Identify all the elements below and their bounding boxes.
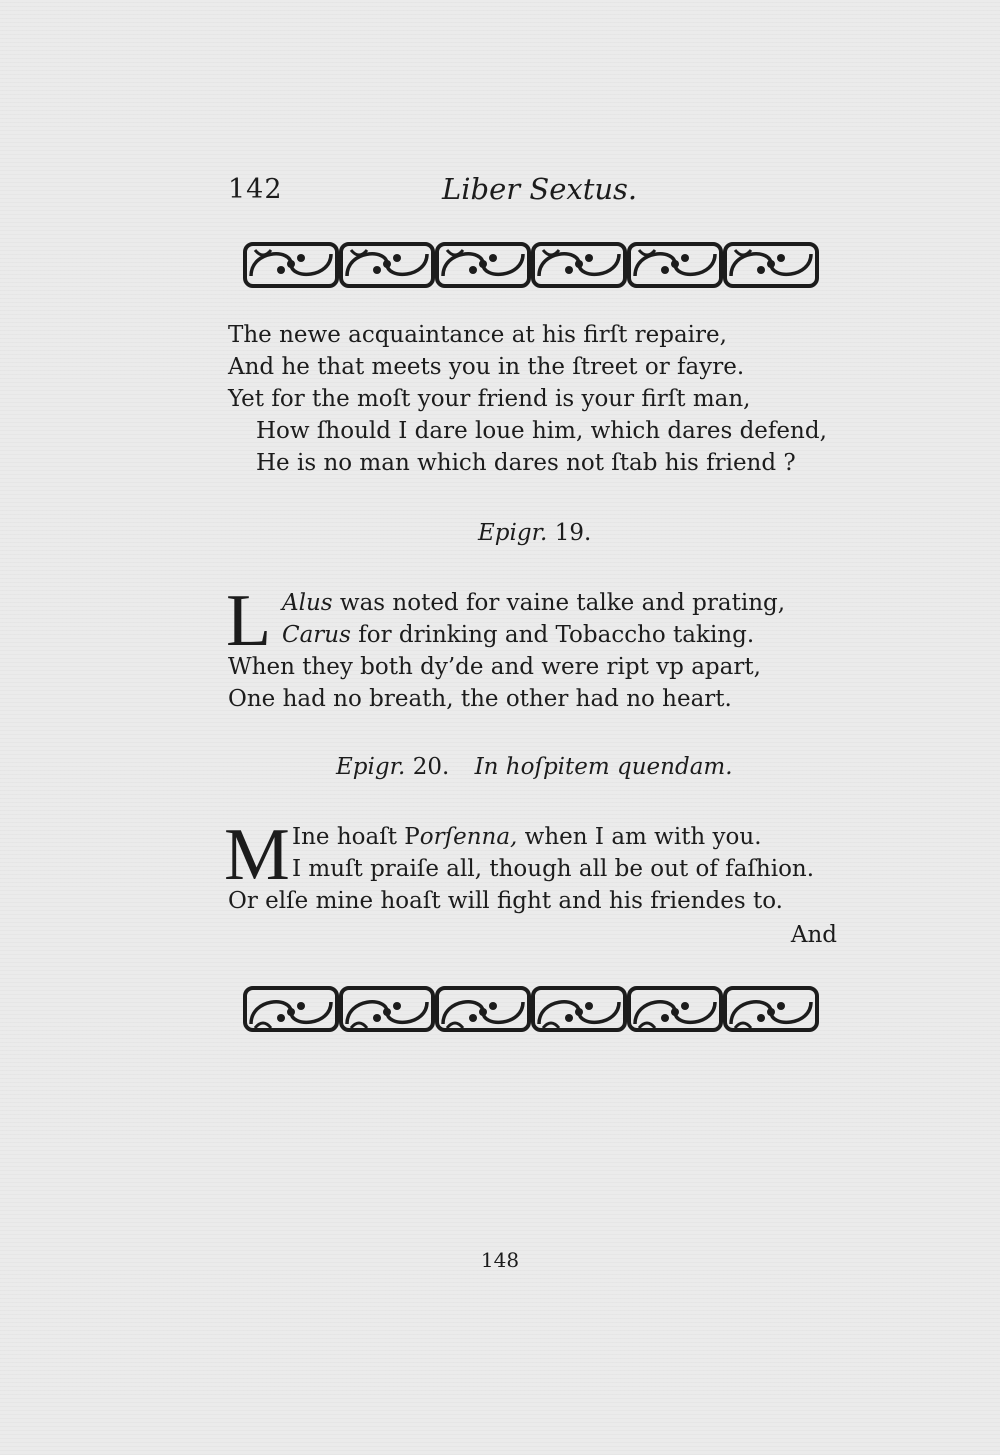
verse-line: Or elſe mine hoaſt will fight and his friendes to. [228, 888, 783, 914]
ornament-tile [245, 988, 337, 1030]
catchword: And [790, 922, 837, 948]
verse-line [282, 620, 754, 650]
verse-text: Ine hoaſt P [292, 824, 420, 850]
epigram-19-heading [478, 520, 591, 546]
ornament-band-top [243, 236, 819, 290]
verse-line: He is no man which dares not ſtab his friend ? [256, 450, 796, 476]
ornament-tiles [245, 244, 817, 286]
epigram-label: Epigr. [336, 754, 406, 780]
verse-line [282, 588, 785, 618]
verse-line [292, 822, 762, 852]
ornament-tile [245, 244, 337, 286]
ornament-tile [725, 988, 817, 1030]
verse-text: was noted for vaine talke and prating, [332, 590, 786, 616]
verse-text: when I am with you. [517, 824, 762, 850]
verse-line: And he that meets you in the ſtreet or fayre. [228, 354, 745, 380]
ornament-tile [629, 244, 721, 286]
verse-text: for drinking and Tobaccho taking. [350, 622, 755, 648]
folio-number: 148 [480, 1248, 520, 1272]
ornament-tiles [245, 988, 817, 1030]
verse-line: One had no breath, the other had no heart. [228, 686, 732, 712]
ornament-tile [533, 244, 625, 286]
proper-name: orſenna, [419, 824, 518, 850]
proper-name: Carus [282, 622, 351, 648]
ornament-tile [533, 988, 625, 1030]
verse-line: When they both dy’de and were ript vp apart, [228, 654, 761, 680]
ornament-tile [341, 988, 433, 1030]
epigram-20-heading [336, 754, 733, 780]
verse-line: The newe acquaintance at his firſt repaire, [228, 322, 727, 348]
page-number: 142 [228, 174, 283, 205]
ornament-band-bottom [243, 984, 819, 1038]
running-title: Liber Sextus. [442, 172, 638, 206]
drop-cap-l: L [226, 580, 272, 662]
ornament-tile [437, 988, 529, 1030]
epigram-subtitle: In hoſpitem quendam. [474, 754, 733, 780]
verse-line: Yet for the moſt your friend is your firſt man, [228, 386, 751, 412]
verse-line: I muſt praiſe all, though all be out of faſhion. [292, 856, 815, 882]
epigram-label: Epigr. [478, 520, 548, 546]
drop-cap-m: M [224, 814, 290, 896]
ornament-tile [437, 244, 529, 286]
ornament-tile [341, 244, 433, 286]
ornament-tile [725, 244, 817, 286]
epigram-number: 20. [412, 754, 450, 780]
proper-name: Alus [282, 590, 333, 616]
verse-line: How ſhould I dare loue him, which dares defend, [256, 418, 827, 444]
epigram-number: 19. [554, 520, 592, 546]
ornament-tile [629, 988, 721, 1030]
